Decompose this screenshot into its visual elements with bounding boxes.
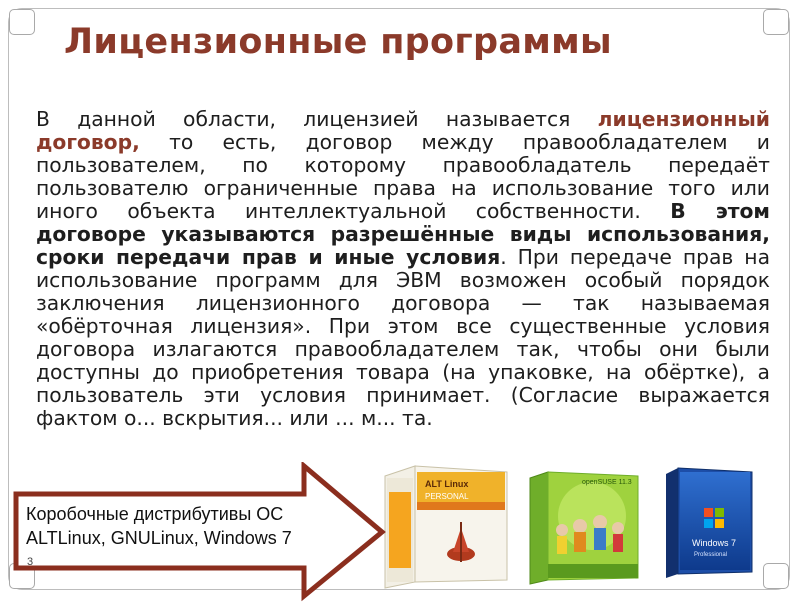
windows7-box-image [662, 466, 758, 580]
altlinux-edition-label: PERSONAL [425, 492, 469, 501]
paragraph-intro: В данной области, лицензией называется [36, 107, 598, 131]
callout-text [26, 502, 292, 550]
slide-title: Лицензионные программы [64, 22, 613, 62]
windows-edition-label: Professional [694, 552, 728, 558]
altlinux-brand-label: ALT Linux [425, 479, 469, 489]
paragraph-bold-statement: В этом договоре указываются разрешённые виды использования, сроки передачи прав и иные условия [36, 199, 771, 269]
altlinux-box-image [375, 462, 513, 590]
callout-line-1: Коробочные дистрибутивы ОС [26, 504, 284, 524]
corner-decoration [763, 9, 789, 35]
windows-brand-label: Windows 7 [692, 538, 737, 548]
opensuse-box-image [522, 468, 644, 586]
page-number: 3 [27, 556, 34, 568]
paragraph-definition: то есть, договор между правообладателем и пользователем, по которому правообладатель передаёт пользователю ограниченные права на использование того или иного объекта интеллектуальной собственности. [36, 130, 770, 223]
callout-line-2: ALTLinux, GNULinux, Windows 7 [26, 528, 292, 548]
license-agreement-term: лицензионный договор, [36, 107, 770, 154]
corner-decoration [763, 563, 789, 589]
callout-arrow [12, 462, 392, 604]
corner-decoration [9, 9, 35, 35]
opensuse-brand-label: openSUSE 11.3 [582, 479, 632, 486]
paragraph-rest: . При передаче прав на использование программ для ЭВМ возможен особый порядок заключения лицензионного договора — так называемая «обёрточная лицензия». При этом все существенные условия договора излагаются правообладателем так, чтобы они были доступны до приобретения товара (на упаковке, на обёртке), а пользователь эти условия принимает. (Согласие выражается фактом о... вскрытия... или ... м... та. [36, 245, 770, 430]
body-paragraph [36, 108, 770, 430]
